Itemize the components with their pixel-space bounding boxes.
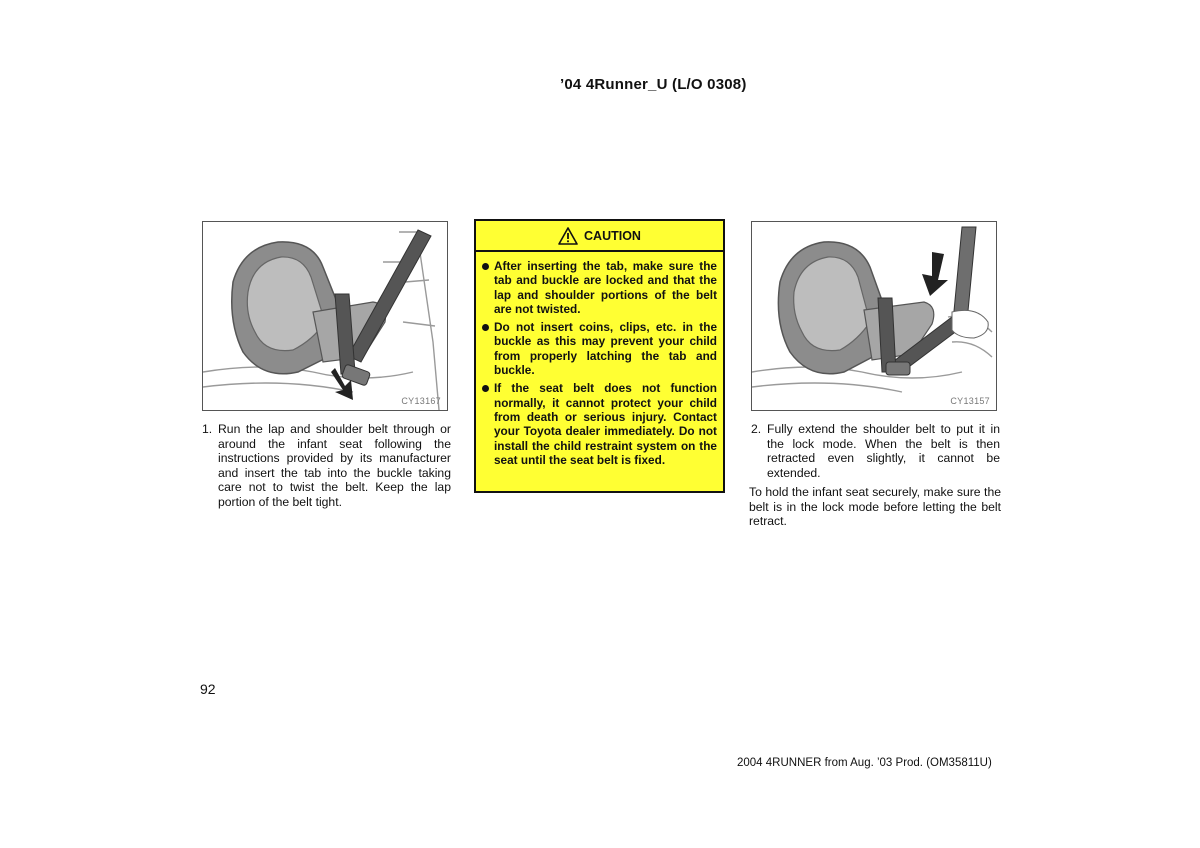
figure-shoulder-belt-lock-mode bbox=[751, 221, 997, 411]
infant-seat-illustration bbox=[203, 222, 447, 410]
warning-triangle-icon bbox=[558, 227, 578, 245]
lock-mode-note: To hold the infant seat securely, make sure the belt is in the lock mode before letting the belt retract. bbox=[749, 485, 1001, 529]
step-text: Fully extend the shoulder belt to put it in the lock mode. When the belt is then retracted even slightly, it cannot be extended. bbox=[767, 422, 1000, 480]
caution-box bbox=[474, 219, 725, 493]
page-footer: 2004 4RUNNER from Aug. ’03 Prod. (OM35811U) bbox=[737, 757, 992, 769]
infant-seat-lock-illustration bbox=[752, 222, 996, 410]
step-text: Run the lap and shoulder belt through or around the infant seat following the instructions provided by its manufacturer and insert the tab into the buckle taking care not to twist the belt. Keep the lap portion of the belt tight. bbox=[218, 422, 451, 509]
caution-list bbox=[476, 252, 723, 467]
figure-infant-seat-belt-routing bbox=[202, 221, 448, 411]
page-header-title: ’04 4Runner_U (L/O 0308) bbox=[560, 76, 747, 93]
caution-item: If the seat belt does not function normally, it cannot protect your child from death or serious injury. Contact your Toyota dealer immediately. Do not install the child restraint system on the seat until the seat belt is fixed. bbox=[482, 381, 717, 467]
figure-code: CY13167 bbox=[401, 396, 441, 406]
step-2 bbox=[751, 422, 1000, 480]
caution-item: Do not insert coins, clips, etc. in the buckle as this may prevent your child from properly latching the tab and buckle. bbox=[482, 320, 717, 377]
caution-title: CAUTION bbox=[584, 228, 641, 243]
caution-header bbox=[476, 221, 723, 252]
caution-item: After inserting the tab, make sure the tab and buckle are locked and that the lap and shoulder portions of the belt are not twisted. bbox=[482, 259, 717, 316]
step-number: 2. bbox=[751, 422, 762, 436]
page-number: 92 bbox=[200, 681, 216, 697]
step-number: 1. bbox=[202, 422, 213, 436]
step-1 bbox=[202, 422, 451, 510]
figure-code: CY13157 bbox=[950, 396, 990, 406]
